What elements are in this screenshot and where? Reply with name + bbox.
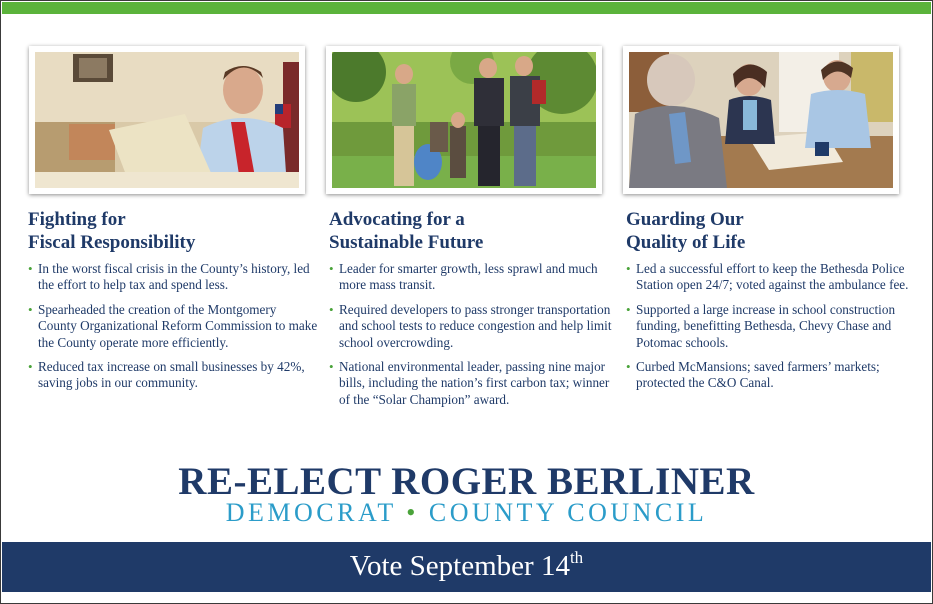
photo-office xyxy=(29,46,305,194)
column-sustainable xyxy=(329,208,619,416)
bullet-dot-icon: • xyxy=(626,301,631,317)
subhead xyxy=(0,498,933,528)
bullet-dot-icon: • xyxy=(626,261,631,276)
column-title-line1: Advocating for a xyxy=(329,209,465,230)
bullet-dot-icon: • xyxy=(28,301,33,317)
subhead-separator: • xyxy=(406,498,419,527)
column-title xyxy=(28,208,318,254)
bullet-dot-icon: • xyxy=(329,301,334,317)
column-title-line2: Fiscal Responsibility xyxy=(28,232,196,253)
bullet-item xyxy=(28,302,318,351)
column-fiscal xyxy=(28,208,318,400)
vote-banner xyxy=(2,542,931,592)
photo-kitchen-table xyxy=(623,46,899,194)
column-title-line1: Guarding Our xyxy=(626,209,744,230)
vote-text: Vote September 14 xyxy=(349,550,570,582)
bullet-text: Leader for smarter growth, less sprawl and much more mass transit. xyxy=(339,261,598,293)
headline: RE-ELECT ROGER BERLINER xyxy=(178,460,755,503)
bullet-dot-icon: • xyxy=(329,359,334,375)
bullet-text: In the worst fiscal crisis in the County’s history, led the effort to help tax and spend less. xyxy=(38,261,310,293)
bullet-text: Supported a large increase in school construction funding, benefitting Bethesda, Chevy Chase and Potomac schools. xyxy=(636,301,896,350)
bullet-item xyxy=(626,302,911,351)
bullet-text: Required developers to pass stronger transportation and school tests to reduce congestion and help limit school overcrowding. xyxy=(339,301,612,350)
bullet-item xyxy=(329,302,619,351)
column-quality-of-life xyxy=(626,208,911,400)
bullet-list xyxy=(626,261,911,392)
column-title xyxy=(329,208,619,254)
bullet-item xyxy=(28,359,318,392)
bullet-text: Reduced tax increase on small businesses by 42%, saving jobs in our community. xyxy=(38,359,305,391)
bullet-dot-icon: • xyxy=(28,359,33,375)
bullet-dot-icon: • xyxy=(329,261,334,276)
bullet-item xyxy=(329,359,619,408)
bullet-item xyxy=(626,359,911,392)
column-title xyxy=(626,208,911,254)
column-title-line1: Fighting for xyxy=(28,209,126,230)
photo-outdoors xyxy=(326,46,602,194)
bullet-list xyxy=(329,261,619,408)
subhead-party: DEMOCRAT xyxy=(225,498,397,527)
bullet-text: Led a successful effort to keep the Bethesda Police Station open 24/7; voted against the ambulance fee. xyxy=(636,261,909,293)
bullet-item xyxy=(329,261,619,294)
bullet-dot-icon: • xyxy=(626,359,631,375)
bullet-item xyxy=(28,261,318,294)
column-title-line2: Quality of Life xyxy=(626,232,746,253)
column-title-line2: Sustainable Future xyxy=(329,232,484,253)
bullet-text: Spearheaded the creation of the Montgomery County Organizational Reform Commission to make the County operate more efficiently. xyxy=(38,301,318,350)
vote-date-suffix: th xyxy=(569,548,584,567)
top-green-bar xyxy=(2,2,931,14)
bullet-dot-icon: • xyxy=(28,261,33,276)
subhead-office: COUNTY COUNCIL xyxy=(428,498,708,527)
bullet-item xyxy=(626,261,911,294)
bullet-list xyxy=(28,261,318,392)
bullet-text: National environmental leader, passing nine major bills, including the nation’s first carbon tax; winner of the “Solar Champion” award. xyxy=(339,359,610,407)
bullet-text: Curbed McMansions; saved farmers’ markets; protected the C&O Canal. xyxy=(636,359,880,391)
